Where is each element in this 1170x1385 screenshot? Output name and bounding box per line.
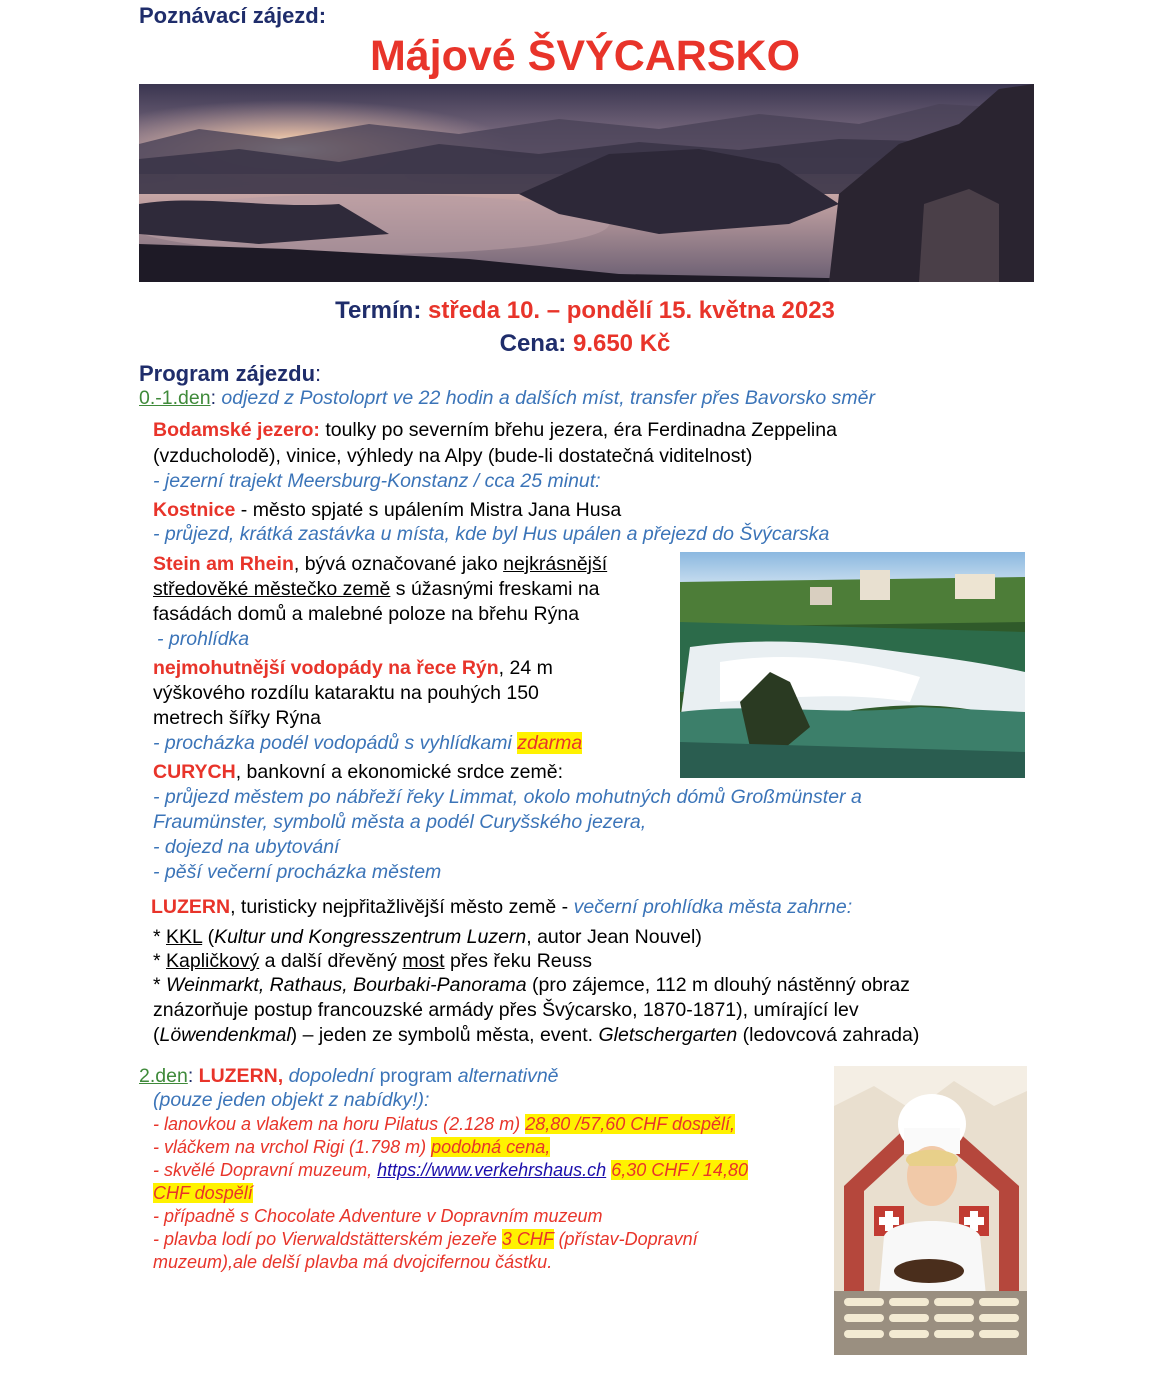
o3-price2: CHF dospělí: [153, 1183, 253, 1203]
luzern-text: , turisticky nejpřitažlivější město země -: [230, 896, 569, 918]
curych-note2: Fraumünster, symbolů města a podél Curyšského jezera,: [153, 811, 647, 833]
kap-t2: přes řeku Reuss: [444, 950, 592, 972]
stein-u2: středověké městečko země: [153, 578, 391, 600]
day2-note: (pouze jeden objekt z nabídky!):: [153, 1089, 430, 1111]
wein-t3c: (ledovcová zahrada): [737, 1024, 920, 1046]
termin-value: středa 10. – pondělí 15. května 2023: [428, 297, 835, 324]
bodam-note: - jezerní trajekt Meersburg-Konstanz / cca 25 minut:: [153, 470, 601, 492]
kostnice-title: Kostnice: [153, 499, 236, 521]
o5-text1: - plavba lodí po Vierwaldstätterském jezeře: [153, 1229, 497, 1249]
bodam-line2: [153, 444, 752, 468]
stein-line2: [153, 577, 600, 601]
day2-option5-cont: muzeum),ale delší plavba má dvojcifernou částku.: [153, 1252, 553, 1272]
kap-star: *: [153, 950, 167, 972]
vodopady-line2: výškového rozdílu kataraktu na pouhých 150: [153, 682, 539, 704]
luzern-title: LUZERN: [151, 896, 231, 918]
bodam-text1: toulky po severním břehu jezera, éra Ferdinadna Zeppelina: [325, 419, 837, 441]
day0-label: 0.-1.den: [139, 387, 211, 409]
program-heading: [139, 361, 321, 387]
curych-note4: - pěší večerní procházka městem: [153, 861, 442, 883]
day2-program1: dopolední: [288, 1065, 375, 1087]
day2-label: 2.den: [139, 1065, 188, 1087]
curych-note3: - dojezd na ubytování: [153, 836, 340, 858]
day0-colon: :: [210, 387, 216, 409]
day2-option1: [153, 1112, 735, 1136]
o2-price: podobná cena,: [431, 1137, 551, 1157]
vodopady-note: - procházka podél vodopádů s vyhlídkami: [153, 732, 512, 754]
day2-colon: :: [187, 1065, 194, 1087]
o3-text: - skvělé Dopravní muzeum,: [153, 1160, 373, 1180]
kaplickovy-line: [153, 949, 592, 973]
kkl-fullname: Kultur und Kongresszentrum Luzern: [214, 926, 527, 948]
wein-it3: Gletschergarten: [598, 1024, 738, 1046]
vodopady-t1: , 24 m: [498, 657, 553, 679]
curych-note1: - průjezd městem po nábřeží řeky Limmat, okolo mohutných dómů Großmünster a: [153, 786, 862, 808]
vodopady-title: nejmohutnější vodopády na řece Rýn: [153, 657, 499, 679]
wein-t1: (pro zájemce, 112 m dlouhý nástěnný obraz: [526, 974, 910, 996]
luzern-line: [151, 895, 852, 919]
wein-star: *: [153, 974, 167, 996]
vodopady-free: zdarma: [517, 732, 583, 754]
curych-text: , bankovní a ekonomické srdce země:: [235, 761, 564, 783]
termin-line: [0, 297, 1170, 325]
kkl-star: *: [153, 926, 167, 948]
kap-u: Kapličkový: [166, 950, 260, 972]
day2-option5: [153, 1227, 698, 1251]
bodam-text2: (vzducholodě), vinice, výhledy na Alpy (bude-li dostatečná viditelnost): [153, 445, 753, 467]
curych-title: CURYCH: [153, 761, 236, 783]
o5-text2: (přístav-Dopravní: [558, 1229, 698, 1249]
stein-note: - prohlídka: [157, 628, 250, 650]
day0-line: [139, 386, 875, 410]
o1-price: 28,80 /57,60 CHF dospělí,: [525, 1114, 736, 1134]
stein-t1: , bývá označované jako: [293, 553, 498, 575]
day2-line: [139, 1064, 559, 1088]
luzern-note: večerní prohlídka města zahrne:: [573, 896, 853, 918]
cena-label: Cena:: [499, 330, 567, 357]
vodopady-note-line: [153, 731, 582, 755]
kostnice-line: [153, 498, 621, 522]
stein-t2: s úžasnými freskami na: [395, 578, 600, 600]
wein-it2: Löwendenkmal: [159, 1024, 291, 1046]
wein-it: Weinmarkt, Rathaus, Bourbaki-Panorama: [166, 974, 527, 996]
stein-line1: [153, 552, 607, 576]
termin-label: Termín:: [335, 297, 422, 324]
kostnice-text: - město spjaté s upálením Mistra Jana Husa: [240, 499, 622, 521]
day2-option3: [153, 1158, 748, 1182]
page-title: Májové ŠVÝCARSKO: [369, 32, 801, 80]
weinmarkt-line1: [153, 973, 910, 997]
stein-line3: fasádách domů a malebné poloze na břehu Rýna: [153, 603, 580, 625]
o5-price: 3 CHF: [501, 1229, 554, 1249]
kap-t1: a další dřevěný: [259, 950, 403, 972]
vodopady-line1: [153, 656, 553, 680]
cena-value: 9.650 Kč: [572, 330, 671, 357]
o1-text: - lanovkou a vlakem na horu Pilatus (2.128 m): [153, 1114, 521, 1134]
bodam-title: Bodamské jezero:: [153, 419, 320, 441]
day2-option3-cont: [153, 1181, 253, 1205]
program-heading-text: Program zájezdu: [139, 361, 316, 386]
verkehrshaus-link[interactable]: https://www.verkehrshaus.ch: [377, 1160, 607, 1180]
rhine-falls-image: [680, 552, 1025, 778]
hero-lake-sunset-image: [139, 84, 1034, 282]
kap-u2: most: [402, 950, 445, 972]
stein-title: Stein am Rhein: [153, 553, 294, 575]
kostnice-note: - průjezd, krátká zastávka u místa, kde byl Hus upálen a přejezd do Švýcarska: [153, 523, 830, 545]
o2-text: - vláčkem na vrchol Rigi (1.798 m): [153, 1137, 427, 1157]
wein-t3b: ) – jeden ze symbolů města, event.: [290, 1024, 599, 1046]
kkl-abbrev: KKL: [166, 926, 203, 948]
subtitle: Poznávací zájezd:: [139, 3, 327, 28]
cena-line: [0, 330, 1170, 358]
weinmarkt-line3: [153, 1023, 919, 1047]
day2-program2: program: [379, 1065, 453, 1087]
bodam-line1: [153, 418, 837, 442]
kkl-line: [153, 925, 702, 949]
wein-t3a: (: [153, 1024, 160, 1046]
weinmarkt-line2: znázorňuje postup francouzské armády přes Švýcarsko, 1870-1871), umírající lev: [153, 999, 859, 1021]
o3-price1: 6,30 CHF / 14,80: [611, 1160, 748, 1180]
day2-option2: [153, 1135, 550, 1159]
vodopady-line3: metrech šířky Rýna: [153, 707, 321, 729]
program-heading-colon: :: [315, 361, 322, 386]
kkl-t1: (: [202, 926, 215, 948]
kkl-t2: , autor Jean Nouvel): [526, 926, 702, 948]
chocolatier-chef-image: [834, 1066, 1027, 1355]
stein-u1: nejkrásnější: [503, 553, 608, 575]
curych-line: [153, 760, 563, 784]
day2-option4: - případně s Chocolate Adventure v Dopravním muzeum: [153, 1206, 603, 1226]
day0-text: odjezd z Postoloprt ve 22 hodin a dalších míst, transfer přes Bavorsko směr: [221, 387, 875, 409]
day2-program3: alternativně: [457, 1065, 559, 1087]
day2-city: LUZERN,: [198, 1065, 284, 1087]
